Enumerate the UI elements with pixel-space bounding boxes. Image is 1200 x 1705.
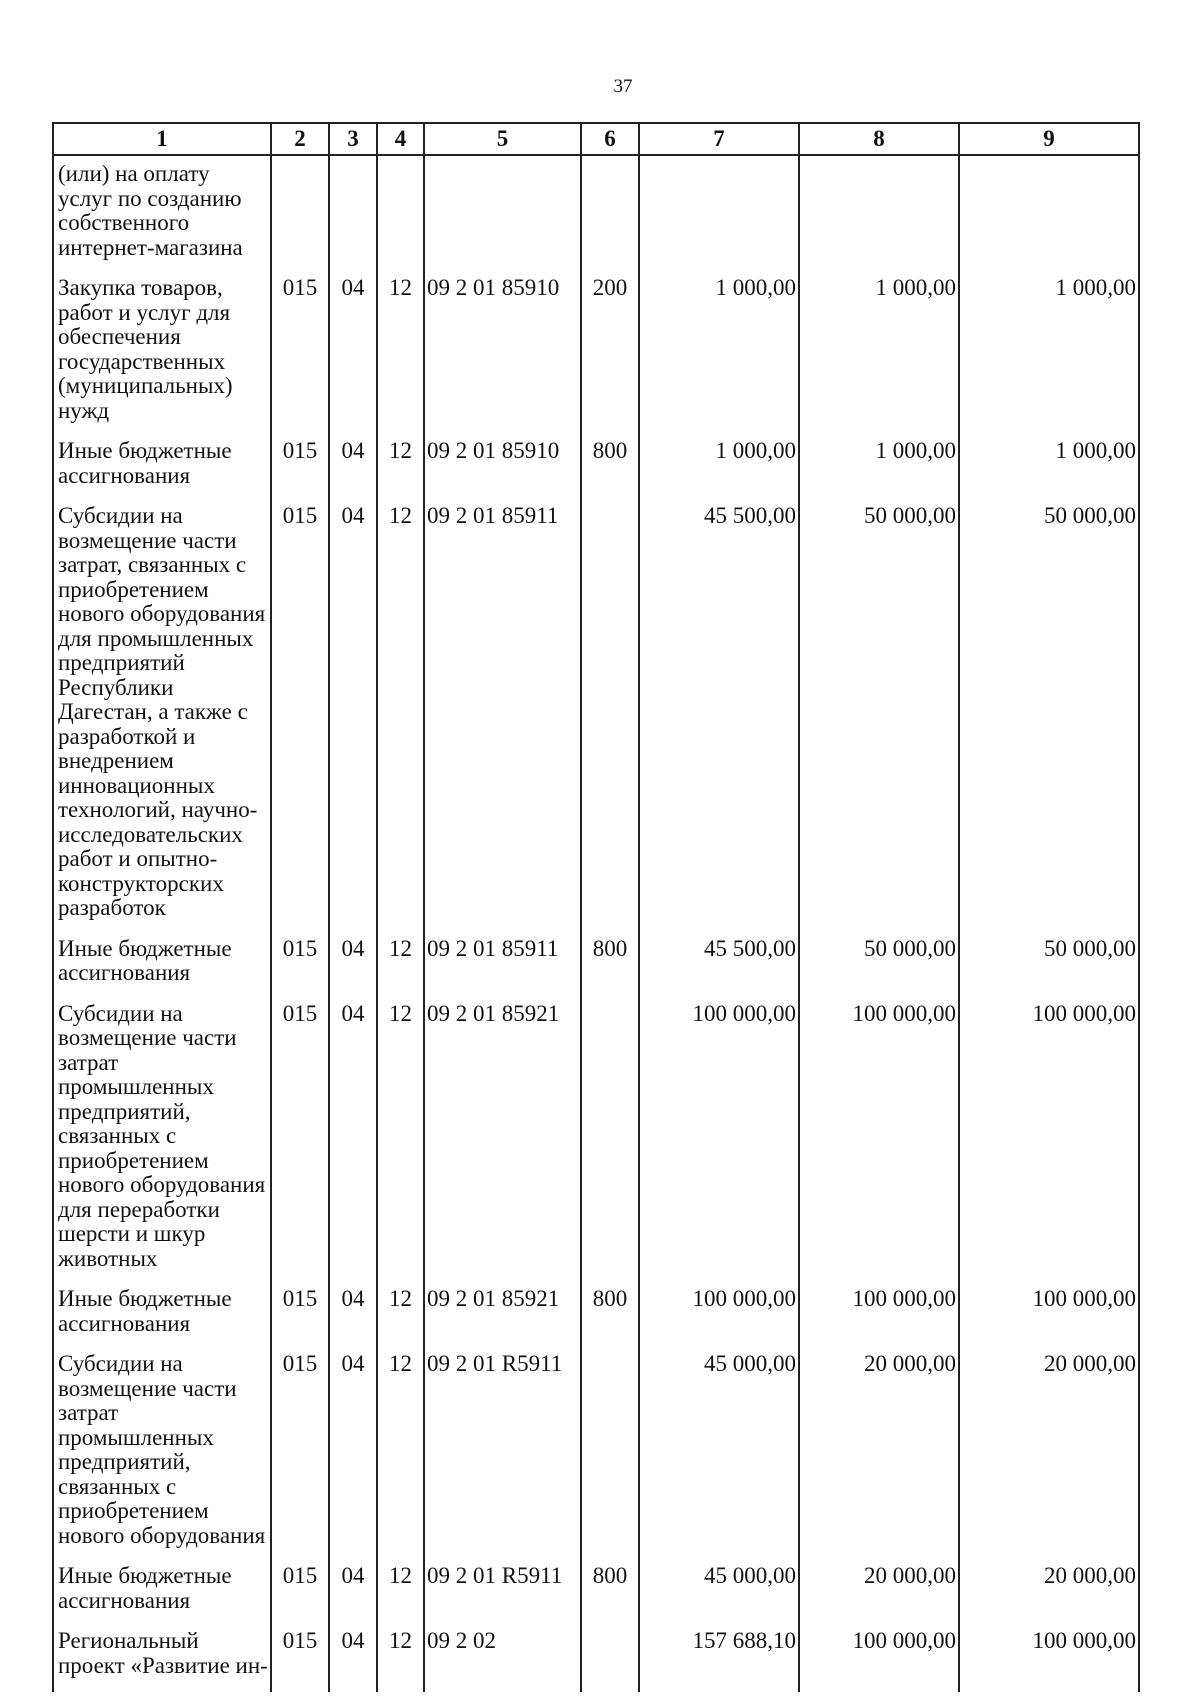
cell-subsection: 12: [377, 276, 424, 439]
cell-subsection: 12: [377, 937, 424, 1002]
column-header: 7: [639, 123, 799, 155]
cell-ministry-code: 015: [271, 1287, 329, 1352]
cell-amount-col8: 100 000,00: [799, 1002, 959, 1288]
cell-amount-col7: 1 000,00: [639, 276, 799, 439]
cell-section: 04: [329, 1287, 377, 1352]
table-row: [53, 1287, 1139, 1352]
cell-amount-col9: 100 000,00: [959, 1629, 1139, 1692]
cell-amount-col7: 157 688,10: [639, 1629, 799, 1692]
cell-amount-col8: 1 000,00: [799, 276, 959, 439]
cell-amount-col9: 100 000,00: [959, 1002, 1139, 1288]
cell-amount-col8: 50 000,00: [799, 504, 959, 937]
cell-ministry-code: 015: [271, 1564, 329, 1629]
table-row: [53, 276, 1139, 439]
cell-subsection: 12: [377, 439, 424, 504]
cell-amount-col7: 45 500,00: [639, 504, 799, 937]
table-row: [53, 155, 1139, 276]
header-row: [53, 123, 1139, 155]
table-row: [53, 937, 1139, 1002]
cell-ministry-code: 015: [271, 1352, 329, 1564]
cell-expense-type: 800: [581, 1287, 639, 1352]
cell-target-article: 09 2 01 85921: [424, 1287, 581, 1352]
cell-amount-col7: [639, 155, 799, 276]
cell-target-article: 09 2 01 85910: [424, 439, 581, 504]
cell-amount-col9: 20 000,00: [959, 1352, 1139, 1564]
cell-expense-type: [581, 504, 639, 937]
cell-amount-col7: 1 000,00: [639, 439, 799, 504]
cell-section: 04: [329, 276, 377, 439]
cell-ministry-code: 015: [271, 1629, 329, 1692]
cell-expense-type: [581, 1629, 639, 1692]
column-header: 1: [53, 123, 271, 155]
cell-subsection: 12: [377, 1352, 424, 1564]
cell-amount-col9: 50 000,00: [959, 504, 1139, 937]
cell-expense-type: 800: [581, 439, 639, 504]
cell-section: 04: [329, 504, 377, 937]
cell-amount-col7: 45 000,00: [639, 1564, 799, 1629]
row-name: (или) на оплату услуг по созданию собственного интернет-магазина: [53, 155, 271, 276]
cell-target-article: [424, 155, 581, 276]
budget-table: [52, 122, 1140, 1692]
cell-section: 04: [329, 1352, 377, 1564]
cell-amount-col8: [799, 155, 959, 276]
cell-target-article: 09 2 01 85921: [424, 1002, 581, 1288]
cell-amount-col7: 100 000,00: [639, 1002, 799, 1288]
cell-amount-col9: 20 000,00: [959, 1564, 1139, 1629]
row-name: Региональный проект «Развитие ин-: [53, 1629, 271, 1692]
table-row: [53, 504, 1139, 937]
cell-expense-type: 800: [581, 1564, 639, 1629]
row-name: Иные бюджетные ассигнования: [53, 937, 271, 1002]
table-body: [53, 155, 1139, 1692]
cell-subsection: 12: [377, 504, 424, 937]
cell-target-article: 09 2 01 R5911: [424, 1564, 581, 1629]
cell-target-article: 09 2 01 R5911: [424, 1352, 581, 1564]
cell-section: 04: [329, 439, 377, 504]
cell-expense-type: [581, 1002, 639, 1288]
column-header: 8: [799, 123, 959, 155]
cell-amount-col9: [959, 155, 1139, 276]
column-header: 3: [329, 123, 377, 155]
cell-amount-col8: 50 000,00: [799, 937, 959, 1002]
row-name: Иные бюджетные ассигнования: [53, 1287, 271, 1352]
cell-amount-col9: 1 000,00: [959, 439, 1139, 504]
cell-target-article: 09 2 01 85911: [424, 937, 581, 1002]
cell-amount-col9: 1 000,00: [959, 276, 1139, 439]
cell-subsection: [377, 155, 424, 276]
cell-amount-col7: 100 000,00: [639, 1287, 799, 1352]
cell-amount-col9: 50 000,00: [959, 937, 1139, 1002]
cell-expense-type: [581, 1352, 639, 1564]
table-row: [53, 1564, 1139, 1629]
cell-subsection: 12: [377, 1002, 424, 1288]
column-header: 6: [581, 123, 639, 155]
cell-expense-type: 800: [581, 937, 639, 1002]
table-header: [53, 123, 1139, 155]
cell-section: 04: [329, 937, 377, 1002]
page-number: 37: [613, 76, 633, 97]
cell-section: 04: [329, 1564, 377, 1629]
cell-subsection: 12: [377, 1564, 424, 1629]
column-header: 4: [377, 123, 424, 155]
row-name: Иные бюджетные ассигнования: [53, 1564, 271, 1629]
table-row: [53, 1352, 1139, 1564]
cell-target-article: 09 2 01 85911: [424, 504, 581, 937]
cell-ministry-code: 015: [271, 1002, 329, 1288]
cell-amount-col8: 100 000,00: [799, 1287, 959, 1352]
cell-ministry-code: 015: [271, 504, 329, 937]
column-header: 9: [959, 123, 1139, 155]
cell-amount-col7: 45 000,00: [639, 1352, 799, 1564]
cell-section: [329, 155, 377, 276]
cell-expense-type: 200: [581, 276, 639, 439]
cell-target-article: 09 2 01 85910: [424, 276, 581, 439]
cell-expense-type: [581, 155, 639, 276]
row-name: Субсидии на возмещение части затрат промышленных предприятий, связанных с приобретением нового оборудования: [53, 1352, 271, 1564]
cell-amount-col8: 100 000,00: [799, 1629, 959, 1692]
row-name: Иные бюджетные ассигнования: [53, 439, 271, 504]
table-row: [53, 1002, 1139, 1288]
cell-amount-col8: 20 000,00: [799, 1352, 959, 1564]
cell-section: 04: [329, 1629, 377, 1692]
row-name: Субсидии на возмещение части затрат промышленных предприятий, связанных с приобретением нового оборудования для переработки шерсти и шкур животных: [53, 1002, 271, 1288]
cell-amount-col9: 100 000,00: [959, 1287, 1139, 1352]
cell-target-article: 09 2 02: [424, 1629, 581, 1692]
table-row: [53, 439, 1139, 504]
cell-amount-col8: 20 000,00: [799, 1564, 959, 1629]
cell-ministry-code: 015: [271, 276, 329, 439]
cell-subsection: 12: [377, 1287, 424, 1352]
table-row: [53, 1629, 1139, 1692]
cell-amount-col7: 45 500,00: [639, 937, 799, 1002]
cell-ministry-code: [271, 155, 329, 276]
cell-amount-col8: 1 000,00: [799, 439, 959, 504]
row-name: Закупка товаров, работ и услуг для обеспечения государственных (муниципальных) нужд: [53, 276, 271, 439]
column-header: 5: [424, 123, 581, 155]
row-name: Субсидии на возмещение части затрат, связанных с приобретением нового оборудования для промышленных предприятий Республики Дагестан, а также с разработкой и внедрением инновационных технологий, научно-исследовательских работ и опытно-конструкторских разработок: [53, 504, 271, 937]
column-header: 2: [271, 123, 329, 155]
cell-subsection: 12: [377, 1629, 424, 1692]
cell-ministry-code: 015: [271, 439, 329, 504]
cell-ministry-code: 015: [271, 937, 329, 1002]
cell-section: 04: [329, 1002, 377, 1288]
